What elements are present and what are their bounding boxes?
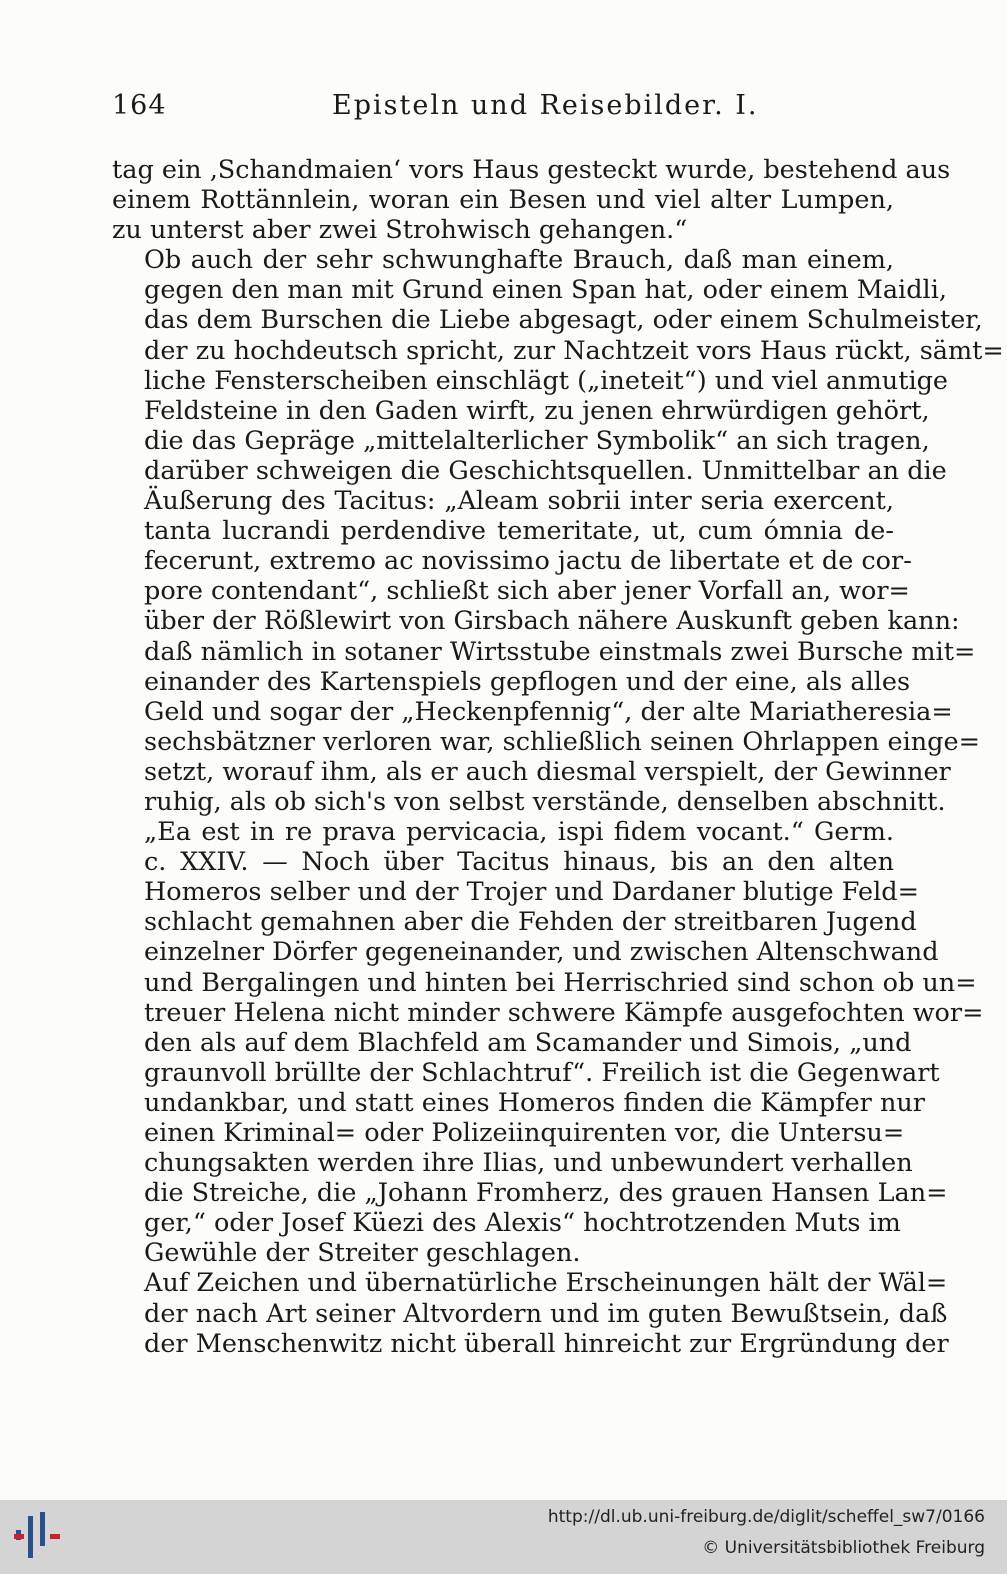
text-line: Gewühle der Streiter geschlagen.	[144, 1238, 581, 1269]
text-line: einen Kriminal= oder Polizeiinquirenten vor, die Untersu=	[144, 1118, 905, 1148]
running-title: Episteln und Reisebilder. I.	[332, 90, 759, 121]
ub-freiburg-logo-icon[interactable]	[14, 1512, 64, 1560]
text-line: Ob auch der sehr schwunghafte Brauch, daß man einem,	[144, 245, 894, 276]
text-line: liche Fensterscheiben einschlägt („ineteit“) und viel anmutige	[144, 365, 949, 396]
page-header	[112, 90, 892, 130]
text-line: die das Gepräge „mittelalterlicher Symbolik“ an sich tragen,	[144, 425, 930, 456]
paragraph	[112, 245, 1004, 1269]
text-line: der Menschenwitz nicht überall hinreicht zur Ergründung der	[144, 1328, 949, 1359]
text-line: gegen den man mit Grund einen Span hat, oder einem Maidli,	[144, 275, 947, 306]
text-line: einander des Kartenspiels gepflogen und der eine, als alles	[144, 666, 911, 697]
text-line: einem Rottännlein, woran ein Besen und viel alter Lumpen,	[112, 185, 894, 216]
text-line: Feldsteine in den Gaden wirft, zu jenen ehrwürdigen gehört,	[144, 395, 930, 426]
text-line: ger,“ oder Josef Küezi des Alexis“ hochtrotzenden Muts im	[144, 1208, 901, 1239]
text-line: der nach Art seiner Altvordern und im guten Bewußtsein, daß	[144, 1298, 948, 1329]
text-line: den als auf dem Blachfeld am Scamander und Simois, „und	[144, 1027, 912, 1058]
text-line: Auf Zeichen und übernatürliche Erscheinungen hält der Wäl=	[144, 1268, 948, 1299]
footer-url-link[interactable]: http://dl.ub.uni-freiburg.de/diglit/scheffel_sw7/0166	[547, 1507, 985, 1527]
text-line: über der Rößlewirt von Girsbach nähere Auskunft geben kann:	[144, 606, 960, 637]
text-line: sechsbätzner verloren war, schließlich seinen Ohrlappen einge=	[144, 726, 980, 757]
text-line: tag ein ‚Schandmaien‘ vors Haus gesteckt wurde, bestehend aus	[112, 155, 951, 185]
paragraph	[112, 1268, 949, 1359]
text-line: undankbar, und statt eines Homeros finden die Kämpfer nur	[144, 1087, 925, 1118]
text-line: darüber schweigen die Geschichtsquellen. Unmittelbar an die	[144, 455, 947, 486]
text-line: einzelner Dörfer gegeneinander, und zwischen Altenschwand	[144, 937, 939, 968]
text-line: zu unterst aber zwei Strohwisch gehangen.“	[112, 215, 688, 246]
paragraph	[112, 155, 951, 246]
text-line: treuer Helena nicht minder schwere Kämpfe ausgefochten wor=	[144, 997, 984, 1028]
text-line: das dem Burschen die Liebe abgesagt, oder einem Schulmeister,	[144, 305, 983, 336]
text-line: Äußerung des Tacitus: „Aleam sobrii inter seria exercent,	[144, 486, 894, 517]
text-line: c. XXIV. — Noch über Tacitus hinaus, bis an den alten	[144, 847, 894, 878]
text-line: schlacht gemahnen aber die Fehden der streitbaren Jugend	[144, 907, 917, 938]
text-line: „Ea est in re prava pervicacia, ispi fidem vocant.“ Germ.	[144, 817, 894, 848]
body-text	[112, 155, 1004, 1359]
text-line: daß nämlich in sotaner Wirtsstube einstmals zwei Bursche mit=	[144, 636, 976, 667]
text-line: Homeros selber und der Trojer und Dardaner blutige Feld=	[144, 877, 919, 908]
text-line: ruhig, als ob sich's von selbst verstände, denselben abschnitt.	[144, 786, 946, 817]
text-line: setzt, worauf ihm, als er auch diesmal verspielt, der Gewinner	[144, 756, 951, 787]
text-line: chungsakten werden ihre Ilias, und unbewundert verhallen	[144, 1148, 913, 1179]
text-line: die Streiche, die „Johann Fromherz, des grauen Hansen Lan=	[144, 1178, 948, 1209]
text-line: tanta lucrandi perdendive temeritate, ut, cum ómnia de-	[144, 516, 894, 547]
text-line: Geld und sogar der „Heckenpfennig“, der alte Mariatheresia=	[144, 696, 953, 727]
footer-copyright: © Universitätsbibliothek Freiburg	[702, 1538, 985, 1558]
text-line: fecerunt, extremo ac novissimo jactu de libertate et de cor-	[144, 546, 912, 577]
text-line: und Bergalingen und hinten bei Herrischried sind schon ob un=	[144, 967, 977, 998]
text-line: pore contendant“, schließt sich aber jener Vorfall an, wor=	[144, 576, 910, 607]
viewer-footer	[0, 1500, 1007, 1574]
text-line: graunvoll brüllte der Schlachtruf“. Freilich ist die Gegenwart	[144, 1057, 940, 1088]
page-number: 164	[112, 90, 167, 121]
text-line: der zu hochdeutsch spricht, zur Nachtzeit vors Haus rückt, sämt=	[144, 335, 1004, 366]
